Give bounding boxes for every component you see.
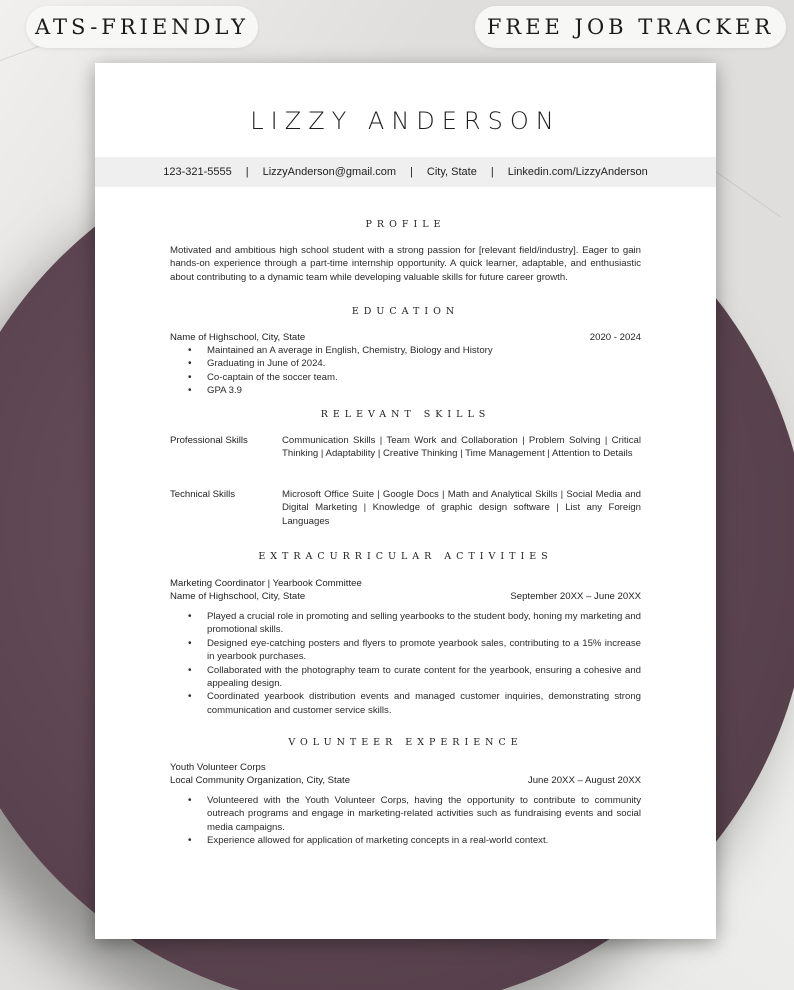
list-item: • Played a crucial role in promoting and selling yearbooks to the student body, honing my marketing and promotional skills. bbox=[207, 610, 641, 637]
ats-friendly-badge bbox=[26, 6, 258, 48]
list-item: • Designed eye-catching posters and flyers to promote yearbook sales, contributing to a 15% increase in yearbook purchases. bbox=[207, 637, 641, 664]
volunteer-dates: June 20XX – August 20XX bbox=[527, 775, 641, 786]
professional-skills-label: Professional Skills bbox=[170, 435, 248, 446]
contact-separator: | bbox=[410, 166, 413, 178]
education-header-row bbox=[170, 331, 641, 344]
extracurricular-org-row bbox=[170, 590, 641, 603]
extracurricular-dates: September 20XX – June 20XX bbox=[510, 591, 641, 602]
volunteer-role: Youth Volunteer Corps bbox=[170, 762, 266, 773]
extracurricular-role: Marketing Coordinator | Yearbook Committee bbox=[170, 578, 362, 589]
list-item: • Maintained an A average in English, Chemistry, Biology and History bbox=[207, 344, 641, 357]
profile-heading: PROFILE bbox=[365, 219, 446, 230]
education-dates: 2020 - 2024 bbox=[589, 332, 641, 343]
volunteer-bullets bbox=[207, 794, 641, 848]
list-item: • Coordinated yearbook distribution events and managed customer inquiries, demonstrating strong communication and customer service skills. bbox=[207, 690, 641, 717]
skills-heading: RELEVANT SKILLS bbox=[320, 409, 491, 420]
technical-skills-label: Technical Skills bbox=[170, 489, 236, 500]
list-item: • Co-captain of the soccer team. bbox=[207, 371, 641, 384]
contact-separator: | bbox=[245, 166, 249, 178]
volunteer-role-row bbox=[170, 761, 641, 774]
resume-page bbox=[95, 63, 716, 939]
list-item: • Collaborated with the photography team to curate content for the yearbook, ensuring a cohesive and appealing design. bbox=[207, 664, 641, 691]
profile-text: Motivated and ambitious high school student with a strong passion for [relevant field/industry]. Eager to gain hands-on experience through a part-time internship opportunity. A quick learner, adaptable, and enthusiastic about contributing to a dynamic team while developing valuable skills for future career growth. bbox=[170, 245, 641, 283]
list-item: • Graduating in June of 2024. bbox=[207, 357, 641, 370]
volunteer-org-row bbox=[170, 774, 641, 787]
contact-location: City, State bbox=[426, 166, 477, 178]
extracurricular-role-row bbox=[170, 577, 641, 590]
technical-skills-text: Microsoft Office Suite | Google Docs | Math and Analytical Skills | Social Media and Digital Marketing | Knowledge of graphic design software | List any Foreign Languages bbox=[282, 489, 641, 527]
ats-friendly-label: ATS-FRIENDLY bbox=[35, 15, 249, 39]
contact-linkedin: Linkedin.com/LizzyAnderson bbox=[507, 166, 648, 178]
list-item: • Volunteered with the Youth Volunteer Corps, having the opportunity to contribute to community outreach programs and engage in marketing-related activities such as fundraising events and social media campaigns. bbox=[207, 794, 641, 834]
resume-name: LIZZY ANDERSON bbox=[250, 107, 561, 135]
volunteer-heading: VOLUNTEER EXPERIENCE bbox=[288, 737, 523, 748]
free-job-tracker-label: FREE JOB TRACKER bbox=[486, 15, 775, 39]
contact-email: LizzyAnderson@gmail.com bbox=[262, 166, 397, 178]
education-school: Name of Highschool, City, State bbox=[170, 332, 306, 343]
free-job-tracker-badge bbox=[475, 6, 786, 48]
contact-separator: | bbox=[490, 166, 494, 178]
contact-phone: 123-321-5555 bbox=[163, 166, 232, 178]
extracurricular-heading: EXTRACURRICULAR ACTIVITIES bbox=[258, 551, 553, 562]
list-item: • GPA 3.9 bbox=[207, 384, 641, 397]
volunteer-org: Local Community Organization, City, State bbox=[170, 775, 351, 786]
education-bullets bbox=[207, 344, 641, 398]
professional-skills-text: Communication Skills | Team Work and Collaboration | Problem Solving | Critical Thinking | Adaptability | Creative Thinking | Time Management | Attention to Details bbox=[282, 435, 641, 460]
education-heading: EDUCATION bbox=[351, 306, 460, 317]
extracurricular-org: Name of Highschool, City, State bbox=[170, 591, 306, 602]
extracurricular-bullets bbox=[207, 610, 641, 717]
contact-bar bbox=[95, 157, 716, 187]
list-item: • Experience allowed for application of marketing concepts in a real-world context. bbox=[207, 834, 641, 847]
